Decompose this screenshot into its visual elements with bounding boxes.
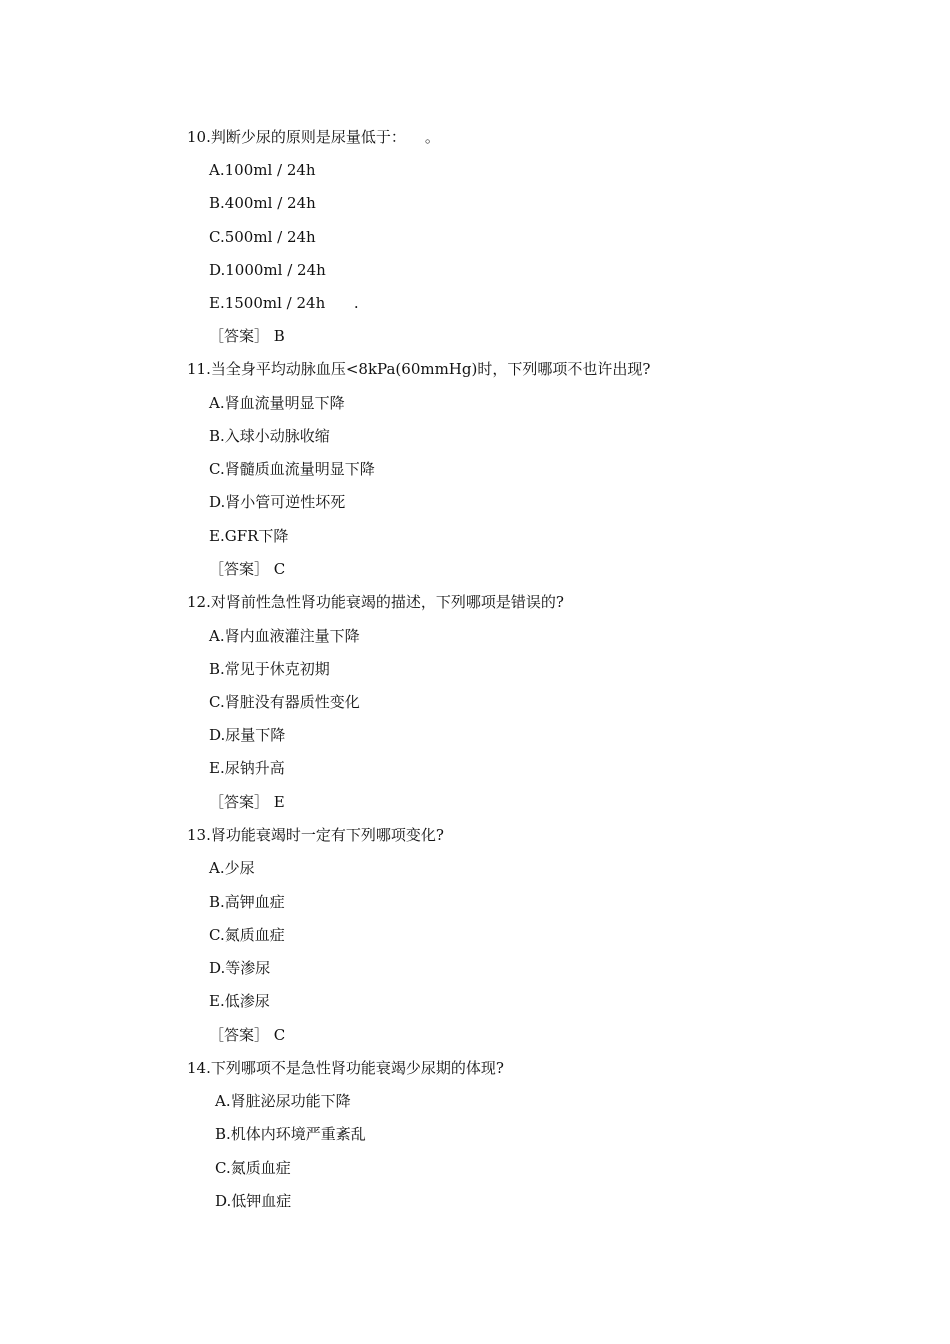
- question-10-option-b: B.400ml / 24h: [209, 194, 316, 212]
- question-10-option-d: D.1000ml / 24h: [209, 261, 326, 279]
- question-11-option-d: D.肾小管可逆性坏死: [209, 493, 346, 511]
- question-11-stem: 11.当全身平均动脉血压<8kPa(60mmHg)时，下列哪项不也许出现?: [187, 360, 651, 378]
- question-11-option-b: B.入球小动脉收缩: [209, 427, 330, 445]
- question-12-option-c: C.肾脏没有器质性变化: [209, 693, 360, 711]
- question-14-stem: 14.下列哪项不是急性肾功能衰竭少尿期的体现?: [187, 1059, 504, 1077]
- question-10-option-c: C.500ml / 24h: [209, 228, 316, 246]
- question-11-option-a: A.肾血流量明显下降: [209, 394, 345, 412]
- question-13-option-a: A.少尿: [209, 859, 255, 877]
- question-10-option-e: E.1500ml / 24h .: [209, 294, 359, 312]
- question-11-answer: ［答案］ C: [209, 560, 286, 578]
- question-10-option-a: A.100ml / 24h: [209, 161, 316, 179]
- question-11-option-c: C.肾髓质血流量明显下降: [209, 460, 375, 478]
- question-12-option-a: A.肾内血液灌注量下降: [209, 627, 360, 645]
- question-14-option-b: B.机体内环境严重紊乱: [215, 1125, 366, 1143]
- question-12-stem: 12.对肾前性急性肾功能衰竭的描述，下列哪项是错误的?: [187, 593, 564, 611]
- question-14-option-d: D.低钾血症: [215, 1192, 292, 1210]
- question-13-option-e: E.低渗尿: [209, 992, 270, 1010]
- question-12-answer: ［答案］ E: [209, 793, 285, 811]
- question-12-option-b: B.常见于休克初期: [209, 660, 330, 678]
- question-13-option-d: D.等渗尿: [209, 959, 271, 977]
- question-14-option-a: A.肾脏泌尿功能下降: [215, 1092, 351, 1110]
- question-13-option-b: B.高钾血症: [209, 893, 285, 911]
- question-13-answer: ［答案］ C: [209, 1026, 286, 1044]
- question-10-stem: 10.判断少尿的原则是尿量低于： 。: [187, 128, 440, 146]
- question-13-stem: 13.肾功能衰竭时一定有下列哪项变化?: [187, 826, 444, 844]
- question-12-option-d: D.尿量下降: [209, 726, 286, 744]
- question-10-answer: ［答案］ B: [209, 327, 285, 345]
- question-12-option-e: E.尿钠升高: [209, 759, 285, 777]
- question-11-option-e: E.GFR下降: [209, 527, 289, 545]
- question-13-option-c: C.氮质血症: [209, 926, 285, 944]
- question-14-option-c: C.氮质血症: [215, 1159, 291, 1177]
